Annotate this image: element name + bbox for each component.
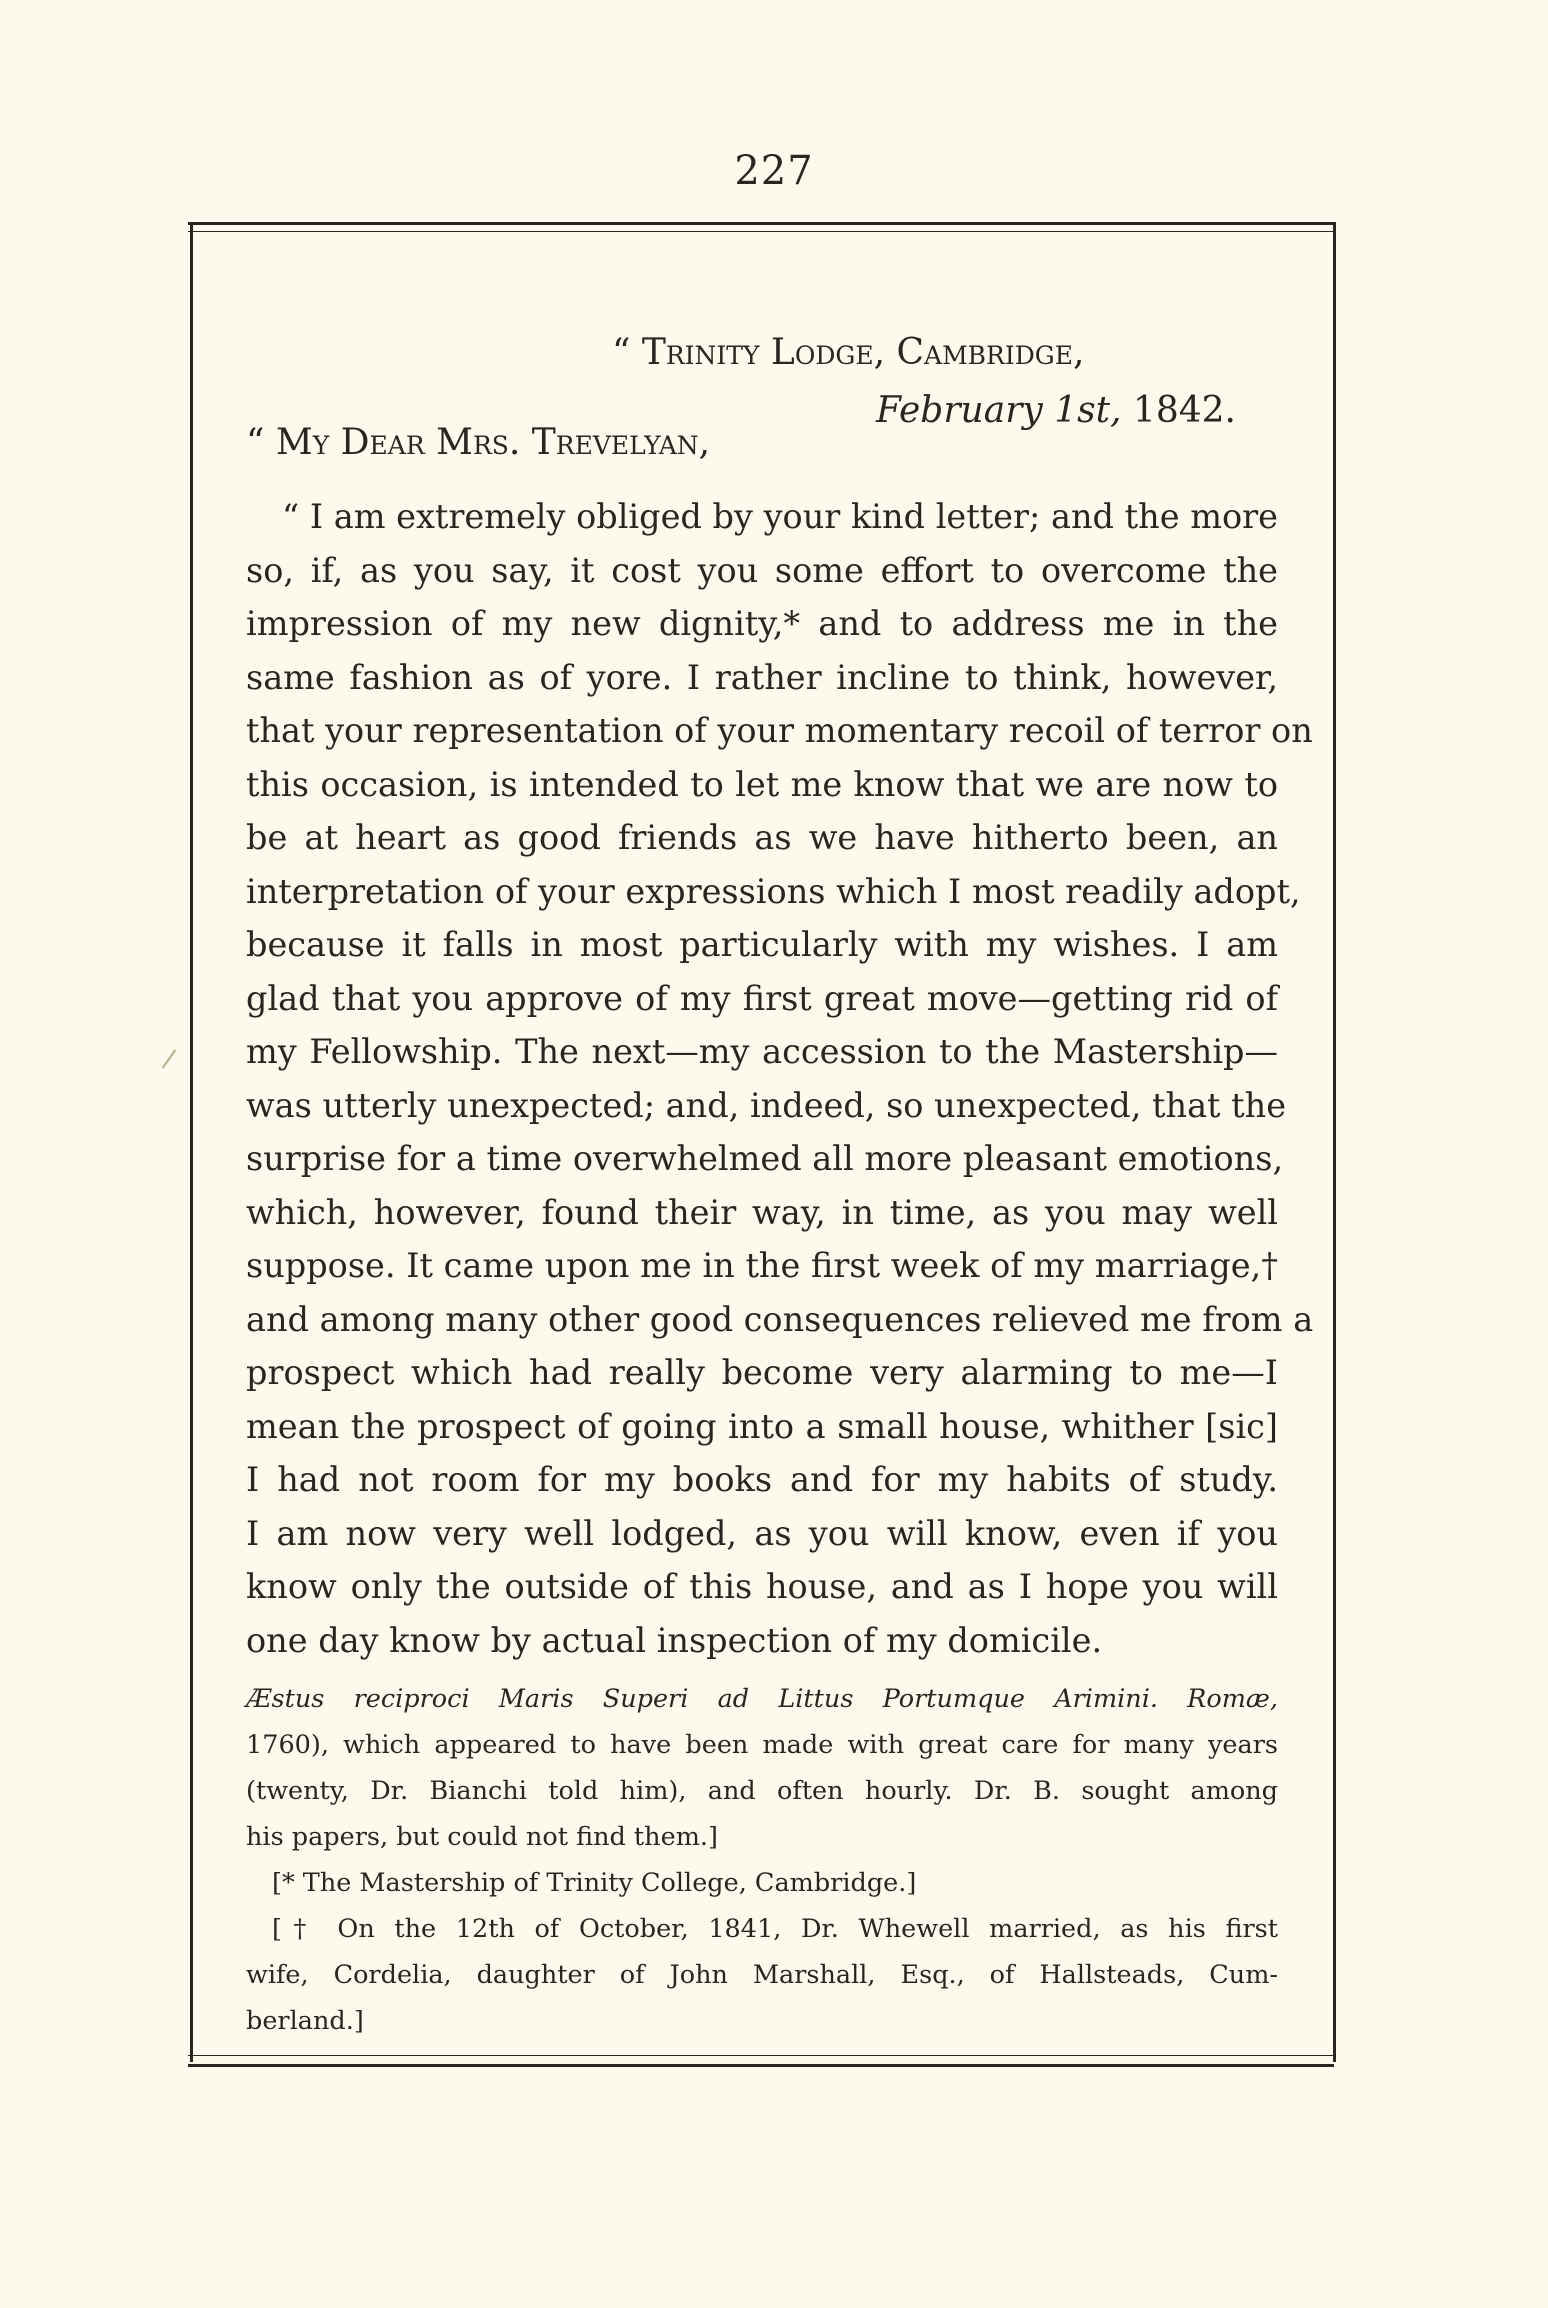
page-number: 227 [734,148,814,194]
letter-date-month: February 1st, [875,390,1122,431]
body-line: know only the outside of this house, and as I hope you will [246,1567,1278,1606]
frame-bottom-rule-thin [188,2055,1334,2056]
pencil-mark [162,1049,176,1068]
body-line: which, however, found their way, in time, as you may well [246,1192,1278,1232]
frame-bottom-rule [188,2064,1334,2067]
body-line: interpretation of your expressions which I most readily adopt, [246,871,1301,911]
body-line: same fashion as of yore. I rather incline to think, however, [246,657,1278,697]
letter-body [246,490,1314,1667]
footnote-line: (twenty, Dr. Bianchi told him), and often hourly. Dr. B. sought among [246,1776,1278,1806]
letter-salutation: “ My Dear Mrs. Trevelyan, [246,422,711,463]
body-line: this occasion, is intended to let me know that we are now to [246,764,1278,804]
footnote-star: [* The Mastership of Trinity College, Cambridge.] [272,1868,917,1898]
body-line: prospect which had really become very alarming to me—I [246,1353,1278,1392]
letter-date [876,390,1236,431]
body-line: that your representation of your momentary recoil of terror on [246,711,1313,750]
footnote-line: his papers, but could not find them.] [246,1822,718,1852]
letter-date-year: 1842. [1121,390,1236,431]
footnotes [246,1676,1278,2044]
body-line: because it falls in most particularly with my wishes. I am [246,925,1278,964]
body-line: my Fellowship. The next—my accession to the Mastership— [246,1032,1278,1071]
body-line: suppose. It came upon me in the first week of my marriage,† [246,1246,1278,1285]
body-line: “ I am extremely obliged by your kind letter; and the more [282,497,1278,536]
footnote-dagger-line: berland.] [246,2006,364,2036]
body-line: impression of my new dignity,* and to address me in the [246,604,1278,643]
letter-place: “ Trinity Lodge, Cambridge, [612,332,1085,373]
body-line: one day know by actual inspection of my domicile. [246,1620,1103,1660]
footnote-line: 1760), which appeared to have been made with great care for many years [246,1730,1278,1760]
footnote-dagger-line: [† On the 12th of October, 1841, Dr. Whewell married, as his first [272,1914,1278,1944]
body-line: and among many other good consequences relieved me from a [246,1299,1314,1339]
footnote-dagger-line: wife, Cordelia, daughter of John Marshall, Esq., of Hallsteads, Cum- [246,1960,1278,1990]
body-line: so, if, as you say, it cost you some effort to overcome the [246,550,1278,590]
body-line: was utterly unexpected; and, indeed, so unexpected, that the [246,1085,1287,1125]
body-line: mean the prospect of going into a small house, whither [sic] [246,1406,1278,1446]
body-line: I had not room for my books and for my habits of study. [246,1460,1278,1499]
body-line: be at heart as good friends as we have hitherto been, an [246,818,1278,857]
body-line: surprise for a time overwhelmed all more pleasant emotions, [246,1139,1284,1178]
footnote-continuation-title [246,1676,1278,1722]
body-line: I am now very well lodged, as you will know, even if you [246,1513,1278,1553]
body-line: glad that you approve of my first great move—getting rid of [246,978,1278,1018]
footnote-title-italic: Æstus reciproci Maris Superi ad Littus Portumque Arimini. Romæ, [246,1684,1278,1714]
